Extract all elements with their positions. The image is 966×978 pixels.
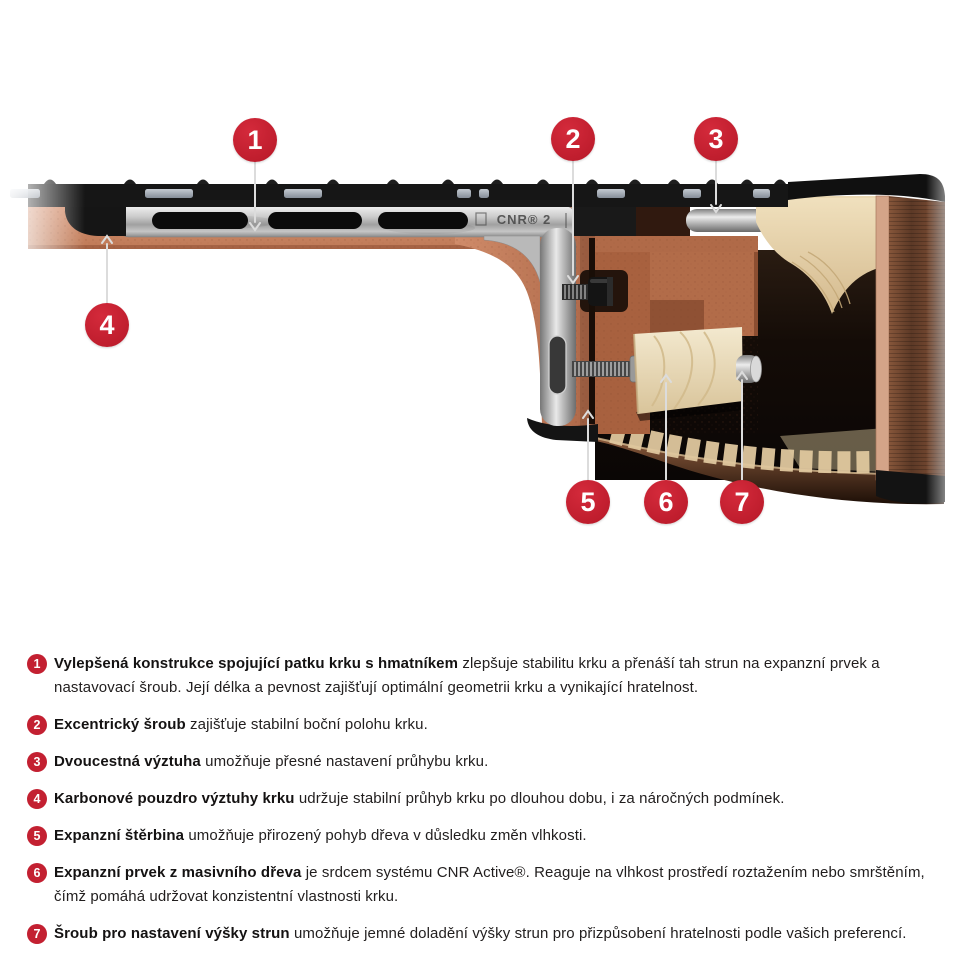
callout-5: 5	[566, 480, 610, 524]
legend-badge-3: 3	[27, 752, 47, 772]
legend-text-3	[54, 750, 488, 774]
right-fade	[926, 160, 966, 520]
legend-badge-2: 2	[27, 715, 47, 735]
legend-lead-1: Vylepšená konstrukce spojující patku krku s hmatníkem	[54, 655, 459, 672]
callout-6: 6	[644, 480, 688, 524]
expansion-gap	[589, 238, 595, 424]
callout-1: 1	[233, 118, 277, 162]
legend-text-4	[54, 787, 784, 811]
legend-lead-3: Dvoucestná výztuha	[54, 753, 201, 770]
expansion-wood-block	[634, 327, 743, 421]
legend-desc-3: umožňuje přesné nastavení průhybu krku.	[205, 753, 489, 770]
legend-text-6	[54, 861, 945, 909]
legend-lead-6: Expanzní prvek z masivního dřeva	[54, 864, 302, 881]
callout-7: 7	[720, 480, 764, 524]
legend-item-3	[27, 750, 945, 774]
legend-lead-7: Šroub pro nastavení výšky strun	[54, 925, 290, 942]
legend-text-1	[54, 652, 945, 700]
fret-wires	[44, 180, 786, 185]
cnr-metal-support	[116, 206, 578, 237]
cnr-engraving: CNR® 2	[496, 212, 552, 227]
callout-3: 3	[694, 117, 738, 161]
legend-desc-4: udržuje stabilní průhyb krku po dlouhou dobu, i za náročných podmínek.	[298, 790, 785, 807]
legend-text-5	[54, 824, 587, 848]
adjustment-screw-cap	[736, 355, 762, 383]
legend-badge-4: 4	[27, 789, 47, 809]
legend-item-5	[27, 824, 945, 848]
legend-desc-2: zajišťuje stabilní boční polohu krku.	[190, 716, 428, 733]
legend-item-6	[27, 861, 945, 909]
legend-badge-1: 1	[27, 654, 47, 674]
callout-2: 2	[551, 117, 595, 161]
legend-badge-6: 6	[27, 863, 47, 883]
legend-badge-5: 5	[27, 826, 47, 846]
callout-4: 4	[85, 303, 129, 347]
fretboard	[10, 180, 788, 208]
left-fade	[0, 160, 85, 280]
legend-item-4	[27, 787, 945, 811]
legend-text-2	[54, 713, 428, 737]
legend-text-7	[54, 922, 907, 946]
legend-desc-5: umožňuje přirozený pohyb dřeva v důsledku změn vlhkosti.	[188, 827, 587, 844]
legend-lead-4: Karbonové pouzdro výztuhy krku	[54, 790, 295, 807]
legend-desc-1: zlepšuje stabilitu krku a přenáší tah strun na expanzní prvek a nastavovací šroub. Její délka a pevnost zajišťují optimální geometrii krku a vynikající hratelnost.	[54, 655, 880, 696]
legend-lead-2: Excentrický šroub	[54, 716, 186, 733]
legend-lead-5: Expanzní štěrbina	[54, 827, 185, 844]
legend-desc-7: umožňuje jemné doladění výšky strun pro přizpůsobení hratelnosti podle vašich preferencí.	[293, 925, 907, 942]
legend	[27, 652, 945, 946]
legend-desc-6: je srdcem systému CNR Active®. Reaguje na vlhkost prostředí roztažením nebo smrštěním, čímž pomáhá udržovat konzistentní vlastnosti krku.	[54, 864, 925, 905]
legend-item-1	[27, 652, 945, 700]
legend-item-2	[27, 713, 945, 737]
legend-item-7	[27, 922, 945, 946]
legend-badge-7: 7	[27, 924, 47, 944]
